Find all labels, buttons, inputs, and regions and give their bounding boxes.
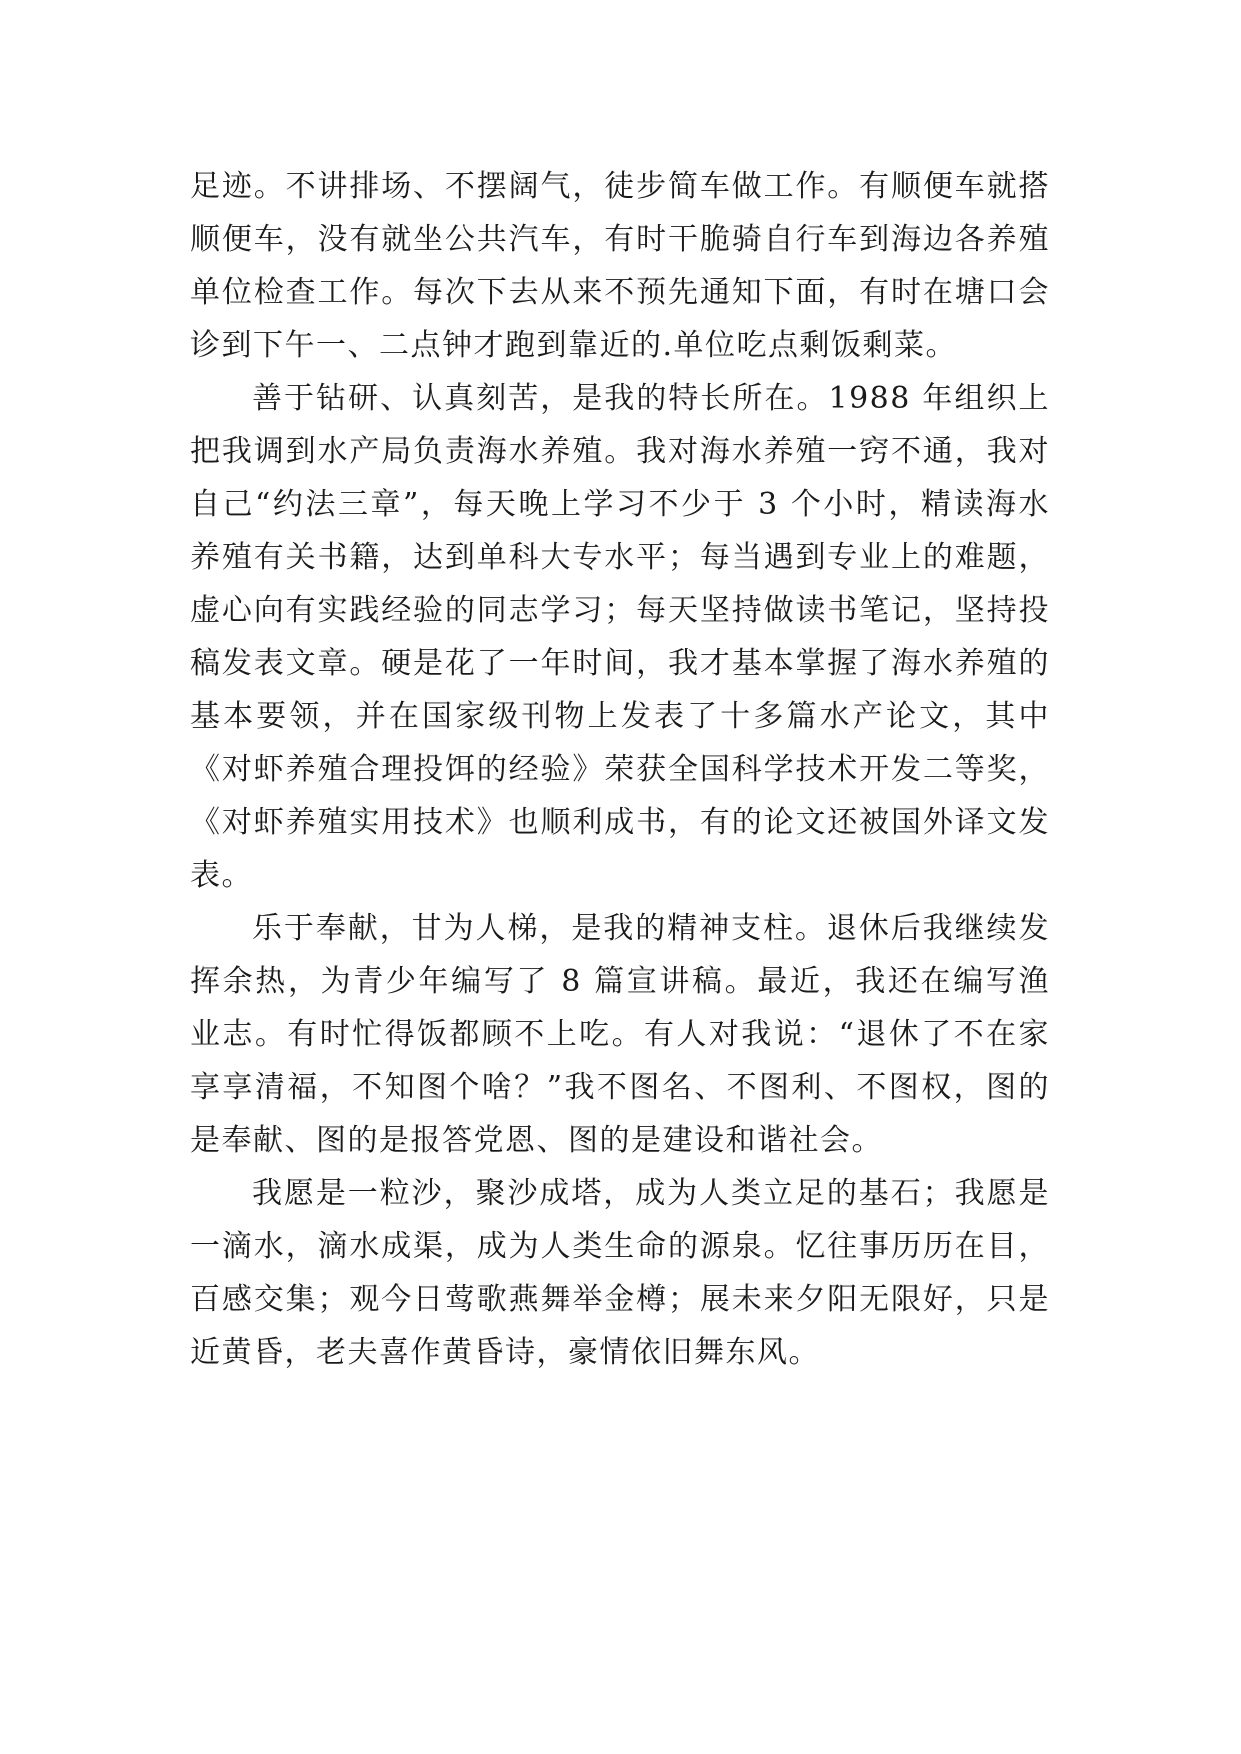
paragraph-2: 善于钻研、认真刻苦，是我的特长所在。1988 年组织上把我调到水产局负责海水养殖。我对海水养殖一窍不通，我对自己“约法三章”，每天晚上学习不少于 3 个小时，精读海水养殖有关书籍，达到单科大专水平；每当遇到专业上的难题，虚心向有实践经验的同志学习；每天坚持做读书笔记，坚持投稿发表文章。硬是花了一年时间，我才基本掌握了海水养殖的基本要领，并在国家级刊物上发表了十多篇水产论文，其中《对虾养殖合理投饵的经验》荣获全国科学技术开发二等奖，《对虾养殖实用技术》也顺利成书，有的论文还被国外译文发表。 [190, 381, 1050, 893]
paragraph-4: 我愿是一粒沙，聚沙成塔，成为人类立足的基石；我愿是一滴水，滴水成渠，成为人类生命的源泉。忆往事历历在目，百感交集；观今日莺歌燕舞举金樽；展未来夕阳无限好，只是近黄昏，老夫喜作黄昏诗，豪情依旧舞东风。 [190, 1176, 1050, 1370]
paragraph-3: 乐于奉献，甘为人梯，是我的精神支柱。退休后我继续发挥余热，为青少年编写了 8 篇宣讲稿。最近，我还在编写渔业志。有时忙得饭都顾不上吃。有人对我说：“退休了不在家享享清福，不知图个啥？”我不图名、不图利、不图权，图的是奉献、图的是报答党恩、图的是建设和谐社会。 [190, 911, 1050, 1158]
document-body [190, 160, 1050, 1379]
paragraph-1: 足迹。不讲排场、不摆阔气，徒步简车做工作。有顺便车就搭顺便车，没有就坐公共汽车，有时干脆骑自行车到海边各养殖单位检查工作。每次下去从来不预先通知下面，有时在塘口会诊到下午一、二点钟才跑到靠近的.单位吃点剩饭剩菜。 [190, 169, 1050, 363]
